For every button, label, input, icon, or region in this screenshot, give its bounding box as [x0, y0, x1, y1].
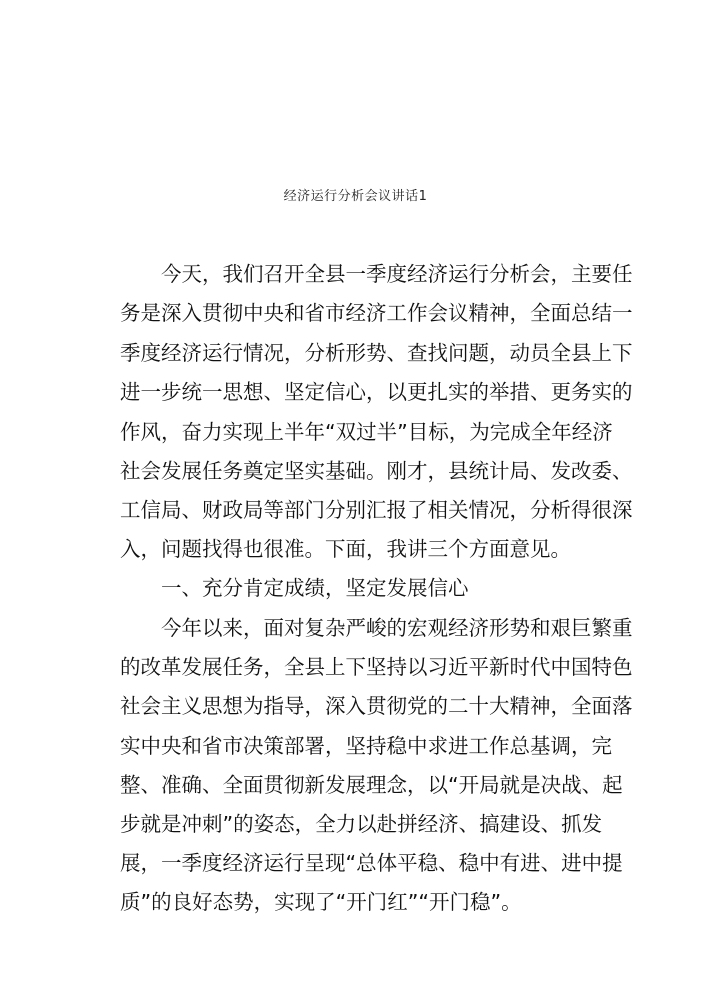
document-title: 经济运行分析会议讲话1 — [283, 189, 428, 204]
paragraph-line: 季度经济运行情况，分析形势、查找问题，动员全县上下 — [120, 341, 633, 365]
paragraph-line: 展，一季度经济运行呈现“总体平稳、稳中有进、进中提 — [120, 851, 623, 875]
paragraph-line: 步就是冲刺”的姿态，全力以赴拼经济、搞建设、抓发 — [120, 812, 603, 836]
paragraph-line: 的改革发展任务，全县上下坚持以习近平新时代中国特色 — [120, 655, 633, 679]
paragraph-line: 实中央和省市决策部署，坚持稳中求进工作总基调，完 — [120, 734, 612, 758]
paragraph-line: 入，问题找得也很准。下面，我讲三个方面意见。 — [120, 537, 571, 561]
paragraph-line: 社会主义思想为指导，深入贯彻党的二十大精神，全面落 — [120, 694, 633, 718]
section-heading: 一、充分肯定成绩，坚定发展信心 — [161, 576, 469, 600]
paragraph-line: 务是深入贯彻中央和省市经济工作会议精神，全面总结一 — [120, 301, 633, 325]
paragraph-line: 作风，奋力实现上半年“双过半”目标，为完成全年经济 — [120, 420, 613, 444]
paragraph-line: 工信局、财政局等部门分别汇报了相关情况，分析得很深 — [120, 498, 633, 522]
paragraph-line: 社会发展任务奠定坚实基础。刚才，县统计局、发改委、 — [120, 459, 633, 483]
paragraph-line: 今年以来，面对复杂严峻的宏观经济形势和艰巨繁重 — [161, 616, 633, 640]
paragraph-line: 整、准确、全面贯彻新发展理念，以“开局就是决战、起 — [120, 773, 623, 797]
paragraph-line: 今天，我们召开全县一季度经济运行分析会，主要任 — [161, 262, 633, 286]
paragraph-line: 质”的良好态势，实现了“开门红”“开门稳”。 — [120, 890, 522, 914]
paragraph-line: 进一步统一思想、坚定信心，以更扎实的举措、更务实的 — [120, 380, 633, 404]
